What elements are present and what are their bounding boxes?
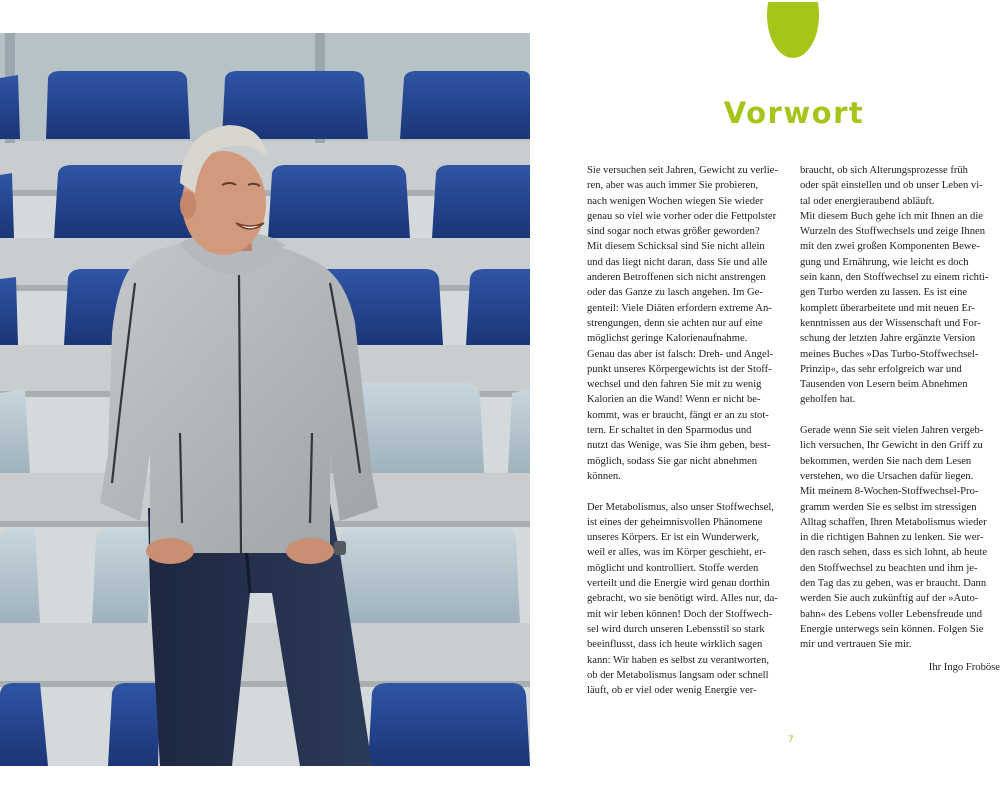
text-line: Mit diesem Schicksal sind Sie nicht allein — [587, 241, 765, 253]
text-line: werden Sie auch zukünftig auf der »Auto- — [800, 593, 979, 605]
text-line: Wurzeln des Stoffwechsels und zeige Ihnen — [800, 226, 986, 238]
text-line: verstehen, wo die Ursachen dafür liegen. — [800, 470, 974, 482]
text-line: bekommen, werden Sie nach dem Lesen — [800, 455, 972, 467]
text-line: und das liegt nicht daran, dass Sie und alle — [587, 256, 768, 268]
paragraph — [800, 423, 1000, 652]
text-line: schung der letzten Jahre ergänzte Version — [800, 333, 976, 345]
paragraph — [587, 500, 790, 699]
text-line: kenntnissen aus der Wissenschaft und For- — [800, 317, 981, 329]
text-line: gebracht, wo sie benötigt wird. Alles nur, da- — [587, 593, 778, 605]
text-line: Prinzip«, das sehr erfolgreich war und — [800, 363, 962, 375]
text-line: möglichst geringe Kalorienaufnahme. — [587, 333, 748, 345]
text-line: tern. Er schaltet in den Sparmodus und — [587, 425, 752, 437]
text-line: Energie unterwegs sein können. Folgen Sie — [800, 623, 984, 635]
text-line: läuft, ob er viel oder wenig Energie ver- — [587, 685, 757, 697]
page-number: 7 — [788, 735, 794, 745]
text-line: Gerade wenn Sie seit vielen Jahren vergeb- — [800, 425, 984, 437]
text-line: den Tag das zu geben, was er braucht. Dann — [800, 578, 987, 590]
text-line: kann: Wir haben es selbst zu verantworten, — [587, 654, 770, 666]
text-line: möglich, sodass Sie gar nicht abnehmen — [587, 455, 758, 467]
text-line: punkt unseres Körpergewichts ist der Stoff- — [587, 363, 772, 375]
text-line: geholfen hat. — [800, 394, 856, 406]
text-line: gung und Ernährung, wie leicht es doch — [800, 256, 969, 268]
text-line: mit den zwei großen Komponenten Bewe- — [800, 241, 980, 253]
text-line: genau so viel wie vorher oder die Fettpolster — [587, 210, 777, 222]
text-line: braucht, ob sich Alterungsprozesse früh — [800, 165, 968, 176]
text-line: sel wird durch unseren Lebensstil so stark — [587, 623, 765, 635]
text-column-left — [587, 163, 790, 714]
text-line: wechsel und den fahren Sie mit zu wenig — [587, 379, 762, 391]
text-line: ob der Metabolismus langsam oder schnell — [587, 669, 769, 681]
text-line: gramm werden Sie es selbst im stressigen — [800, 501, 977, 513]
paragraph — [587, 163, 790, 484]
text-line: bahn« des Lebens voller Lebensfreude und — [800, 608, 983, 620]
text-line: Mit diesem Buch gehe ich mit Ihnen an die — [800, 210, 983, 222]
text-line: den rasch sehen, dass es sich lohnt, ab heute — [800, 547, 988, 559]
text-line: nach wenigen Wochen wiegen Sie wieder — [587, 195, 764, 207]
text-line: ren, aber was auch immer Sie probieren, — [587, 180, 759, 192]
text-line: nutzt das Wenige, was Sie ihm geben, best- — [587, 440, 771, 452]
text-line: tal oder energieraubend abläuft. — [800, 195, 935, 207]
text-column-right — [800, 163, 1000, 668]
text-line: möglicht und kontrolliert. Stoffe werden — [587, 562, 759, 574]
text-line: Alltag schaffen, Ihren Metabolismus wieder — [800, 516, 987, 528]
paragraph — [800, 163, 1000, 408]
text-line: genteil: Viele Diäten erfordern extreme An- — [587, 302, 772, 314]
text-line: oder das Ganze zu lasch angehen. Im Ge- — [587, 287, 763, 299]
page-title: Vorwort — [723, 96, 865, 130]
text-line: gen Turbo werden zu lassen. Es ist eine — [800, 287, 968, 299]
text-line: mir und vertrauen Sie mir. — [800, 639, 912, 651]
text-line: unseres Körpers. Er ist ein Wunderwerk, — [587, 532, 760, 544]
signature: Ihr Ingo Froböse — [928, 662, 1000, 673]
text-line: beeinflusst, dass ich heute wirklich sagen — [587, 639, 763, 651]
cover-photo — [0, 33, 530, 766]
text-line: Mit meinem 8-Wochen-Stoffwechsel-Pro- — [800, 486, 979, 498]
text-line: sein kann, den Stoffwechsel zu einem richti- — [800, 272, 989, 284]
text-line: mit wir leben können! Doch der Stoffwech- — [587, 608, 773, 620]
text-line: Sie versuchen seit Jahren, Gewicht zu verlie- — [587, 165, 778, 176]
text-line: ist eines der geheimnisvollen Phänomene — [587, 516, 763, 528]
text-line: komplett überarbeitete und mit neuen Er- — [800, 302, 975, 314]
text-line: verteilt und die Energie wird genau dorthin — [587, 578, 770, 590]
text-line: sind sogar noch etwas größer geworden? — [587, 226, 760, 238]
text-line: den Stoffwechsel zu beachten und ihm je- — [800, 562, 978, 574]
text-line: Tausenden von Lesern beim Abnehmen — [800, 379, 968, 391]
text-line: kommt, was er braucht, fängt er an zu stot- — [587, 409, 769, 421]
text-line: Kalorien an die Wand! Wenn er nicht be- — [587, 394, 761, 406]
text-line: oder spät einstellen und ob unser Leben vi- — [800, 180, 983, 192]
text-line: weil er alles, was im Körper geschieht, er- — [587, 547, 766, 559]
green-tab-circle — [767, 2, 819, 58]
text-line: in die richtigen Bahnen zu lenken. Sie wer- — [800, 532, 984, 544]
text-line: können. — [587, 470, 621, 482]
text-line: Der Metabolismus, also unser Stoffwechsel, — [587, 501, 774, 513]
text-line: anderen Betroffenen sich nicht anstrengen — [587, 272, 766, 284]
text-line: Genau das aber ist falsch: Dreh- und Angel- — [587, 348, 774, 360]
text-line: meines Buches »Das Turbo-Stoffwechsel- — [800, 348, 979, 360]
text-line: lich versuchen, Ihr Gewicht in den Griff zu — [800, 440, 983, 452]
text-line: strengungen, denn sie achten nur auf eine — [587, 317, 763, 329]
